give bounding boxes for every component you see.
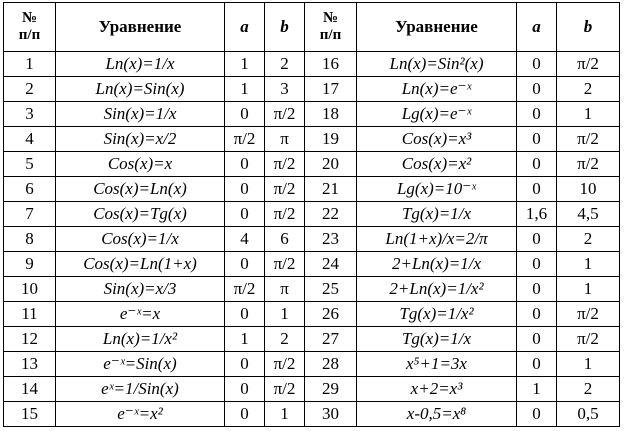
equation-cell: Cos(x)=Ln(x) bbox=[56, 177, 225, 202]
equation-cell: Tg(x)=1/x² bbox=[357, 302, 517, 327]
row-number: 13 bbox=[4, 352, 56, 377]
table-row bbox=[4, 302, 620, 327]
equation-cell: Lg(x)=10⁻ˣ bbox=[357, 177, 517, 202]
equation-cell: x⁵+1=3x bbox=[357, 352, 517, 377]
a-value-cell: 0 bbox=[517, 52, 557, 77]
row-number: 12 bbox=[4, 327, 56, 352]
table-row bbox=[4, 227, 620, 252]
equation-cell: Ln(x)=Sin²(x) bbox=[357, 52, 517, 77]
b-value-cell: π/2 bbox=[265, 152, 305, 177]
table-row bbox=[4, 377, 620, 402]
b-value-cell: π/2 bbox=[265, 377, 305, 402]
a-value-cell: 0 bbox=[225, 152, 265, 177]
a-value-cell: 1 bbox=[225, 77, 265, 102]
a-value-cell: 0 bbox=[517, 77, 557, 102]
a-value-cell: 0 bbox=[517, 402, 557, 427]
row-number: 21 bbox=[305, 177, 357, 202]
row-number: 2 bbox=[4, 77, 56, 102]
a-value-cell: 0 bbox=[517, 302, 557, 327]
b-value-cell: 1 bbox=[265, 302, 305, 327]
b-value-cell: 2 bbox=[557, 227, 620, 252]
equation-cell: Sin(x)=x/2 bbox=[56, 127, 225, 152]
row-number: 14 bbox=[4, 377, 56, 402]
table-row bbox=[4, 52, 620, 77]
header-a: a bbox=[517, 3, 557, 52]
equation-cell: Cos(x)=1/x bbox=[56, 227, 225, 252]
table-row bbox=[4, 327, 620, 352]
header-number: № п/п bbox=[4, 3, 56, 52]
header-equation: Уравнение bbox=[357, 3, 517, 52]
row-number: 25 bbox=[305, 277, 357, 302]
equations-table bbox=[3, 2, 620, 427]
b-value-cell: 1 bbox=[557, 102, 620, 127]
a-value-cell: 0 bbox=[225, 102, 265, 127]
b-value-cell: 3 bbox=[265, 77, 305, 102]
a-value-cell: 0 bbox=[517, 177, 557, 202]
a-value-cell: 0 bbox=[225, 177, 265, 202]
b-value-cell: π bbox=[265, 127, 305, 152]
equation-cell: Lg(x)=e⁻ˣ bbox=[357, 102, 517, 127]
equation-cell: e⁻ˣ=x² bbox=[56, 402, 225, 427]
a-value-cell: 0 bbox=[517, 127, 557, 152]
header-b: b bbox=[557, 3, 620, 52]
row-number: 22 bbox=[305, 202, 357, 227]
b-value-cell: 1 bbox=[557, 352, 620, 377]
row-number: 19 bbox=[305, 127, 357, 152]
b-value-cell: π bbox=[265, 277, 305, 302]
table-row bbox=[4, 127, 620, 152]
equation-cell: Tg(x)=1/x bbox=[357, 327, 517, 352]
row-number: 28 bbox=[305, 352, 357, 377]
row-number: 7 bbox=[4, 202, 56, 227]
row-number: 6 bbox=[4, 177, 56, 202]
equation-cell: Cos(x)=x³ bbox=[357, 127, 517, 152]
row-number: 9 bbox=[4, 252, 56, 277]
row-number: 1 bbox=[4, 52, 56, 77]
equation-cell: Tg(x)=1/x bbox=[357, 202, 517, 227]
a-value-cell: 1 bbox=[517, 377, 557, 402]
b-value-cell: π/2 bbox=[557, 302, 620, 327]
a-value-cell: 1 bbox=[225, 327, 265, 352]
header-row bbox=[4, 3, 620, 52]
row-number: 23 bbox=[305, 227, 357, 252]
b-value-cell: π/2 bbox=[265, 352, 305, 377]
row-number: 5 bbox=[4, 152, 56, 177]
equation-cell: Cos(x)=Ln(1+x) bbox=[56, 252, 225, 277]
header-a: a bbox=[225, 3, 265, 52]
equation-cell: Ln(1+x)/x=2/π bbox=[357, 227, 517, 252]
b-value-cell: π/2 bbox=[265, 252, 305, 277]
equation-cell: e⁻ˣ=x bbox=[56, 302, 225, 327]
header-b: b bbox=[265, 3, 305, 52]
table-row bbox=[4, 177, 620, 202]
b-value-cell: 0,5 bbox=[557, 402, 620, 427]
b-value-cell: 1 bbox=[557, 252, 620, 277]
table-row bbox=[4, 77, 620, 102]
b-value-cell: 1 bbox=[557, 277, 620, 302]
table-row bbox=[4, 152, 620, 177]
a-value-cell: 0 bbox=[517, 327, 557, 352]
row-number: 24 bbox=[305, 252, 357, 277]
row-number: 18 bbox=[305, 102, 357, 127]
b-value-cell: π/2 bbox=[557, 327, 620, 352]
equation-cell: 2+Ln(x)=1/x bbox=[357, 252, 517, 277]
b-value-cell: π/2 bbox=[557, 127, 620, 152]
equation-cell: Ln(x)=e⁻ˣ bbox=[357, 77, 517, 102]
a-value-cell: 0 bbox=[517, 252, 557, 277]
a-value-cell: 0 bbox=[517, 227, 557, 252]
equation-cell: Cos(x)=x bbox=[56, 152, 225, 177]
table-row bbox=[4, 102, 620, 127]
table-row bbox=[4, 402, 620, 427]
row-number: 16 bbox=[305, 52, 357, 77]
a-value-cell: π/2 bbox=[225, 277, 265, 302]
b-value-cell: 6 bbox=[265, 227, 305, 252]
b-value-cell: 2 bbox=[265, 52, 305, 77]
row-number: 11 bbox=[4, 302, 56, 327]
a-value-cell: 0 bbox=[225, 202, 265, 227]
row-number: 17 bbox=[305, 77, 357, 102]
row-number: 4 bbox=[4, 127, 56, 152]
row-number: 10 bbox=[4, 277, 56, 302]
b-value-cell: π/2 bbox=[557, 152, 620, 177]
row-number: 30 bbox=[305, 402, 357, 427]
b-value-cell: π/2 bbox=[265, 202, 305, 227]
equation-cell: Cos(x)=x² bbox=[357, 152, 517, 177]
table-row bbox=[4, 277, 620, 302]
row-number: 27 bbox=[305, 327, 357, 352]
a-value-cell: 0 bbox=[517, 152, 557, 177]
table-row bbox=[4, 252, 620, 277]
equation-cell: e⁻ˣ=Sin(x) bbox=[56, 352, 225, 377]
a-value-cell: 4 bbox=[225, 227, 265, 252]
table-row bbox=[4, 352, 620, 377]
equation-cell: x+2=x³ bbox=[357, 377, 517, 402]
row-number: 3 bbox=[4, 102, 56, 127]
equation-cell: eˣ=1/Sin(x) bbox=[56, 377, 225, 402]
a-value-cell: 1,6 bbox=[517, 202, 557, 227]
row-number: 8 bbox=[4, 227, 56, 252]
b-value-cell: 2 bbox=[557, 77, 620, 102]
row-number: 29 bbox=[305, 377, 357, 402]
header-equation: Уравнение bbox=[56, 3, 225, 52]
equation-cell: Sin(x)=1/x bbox=[56, 102, 225, 127]
header-number: № п/п bbox=[305, 3, 357, 52]
b-value-cell: π/2 bbox=[265, 102, 305, 127]
a-value-cell: 0 bbox=[225, 252, 265, 277]
equation-cell: Cos(x)=Tg(x) bbox=[56, 202, 225, 227]
a-value-cell: 0 bbox=[225, 352, 265, 377]
row-number: 26 bbox=[305, 302, 357, 327]
equation-cell: Ln(x)=1/x bbox=[56, 52, 225, 77]
b-value-cell: 10 bbox=[557, 177, 620, 202]
a-value-cell: 0 bbox=[517, 352, 557, 377]
a-value-cell: 0 bbox=[517, 102, 557, 127]
equation-cell: Sin(x)=x/3 bbox=[56, 277, 225, 302]
equation-cell: 2+Ln(x)=1/x² bbox=[357, 277, 517, 302]
a-value-cell: 0 bbox=[225, 302, 265, 327]
equation-cell: x-0,5=x⁸ bbox=[357, 402, 517, 427]
row-number: 20 bbox=[305, 152, 357, 177]
b-value-cell: 4,5 bbox=[557, 202, 620, 227]
a-value-cell: π/2 bbox=[225, 127, 265, 152]
a-value-cell: 0 bbox=[225, 402, 265, 427]
b-value-cell: 2 bbox=[557, 377, 620, 402]
row-number: 15 bbox=[4, 402, 56, 427]
b-value-cell: π/2 bbox=[557, 52, 620, 77]
a-value-cell: 1 bbox=[225, 52, 265, 77]
equation-cell: Ln(x)=Sin(x) bbox=[56, 77, 225, 102]
a-value-cell: 0 bbox=[225, 377, 265, 402]
table-row bbox=[4, 202, 620, 227]
a-value-cell: 0 bbox=[517, 277, 557, 302]
b-value-cell: 2 bbox=[265, 327, 305, 352]
equation-cell: Ln(x)=1/x² bbox=[56, 327, 225, 352]
b-value-cell: 1 bbox=[265, 402, 305, 427]
b-value-cell: π/2 bbox=[265, 177, 305, 202]
